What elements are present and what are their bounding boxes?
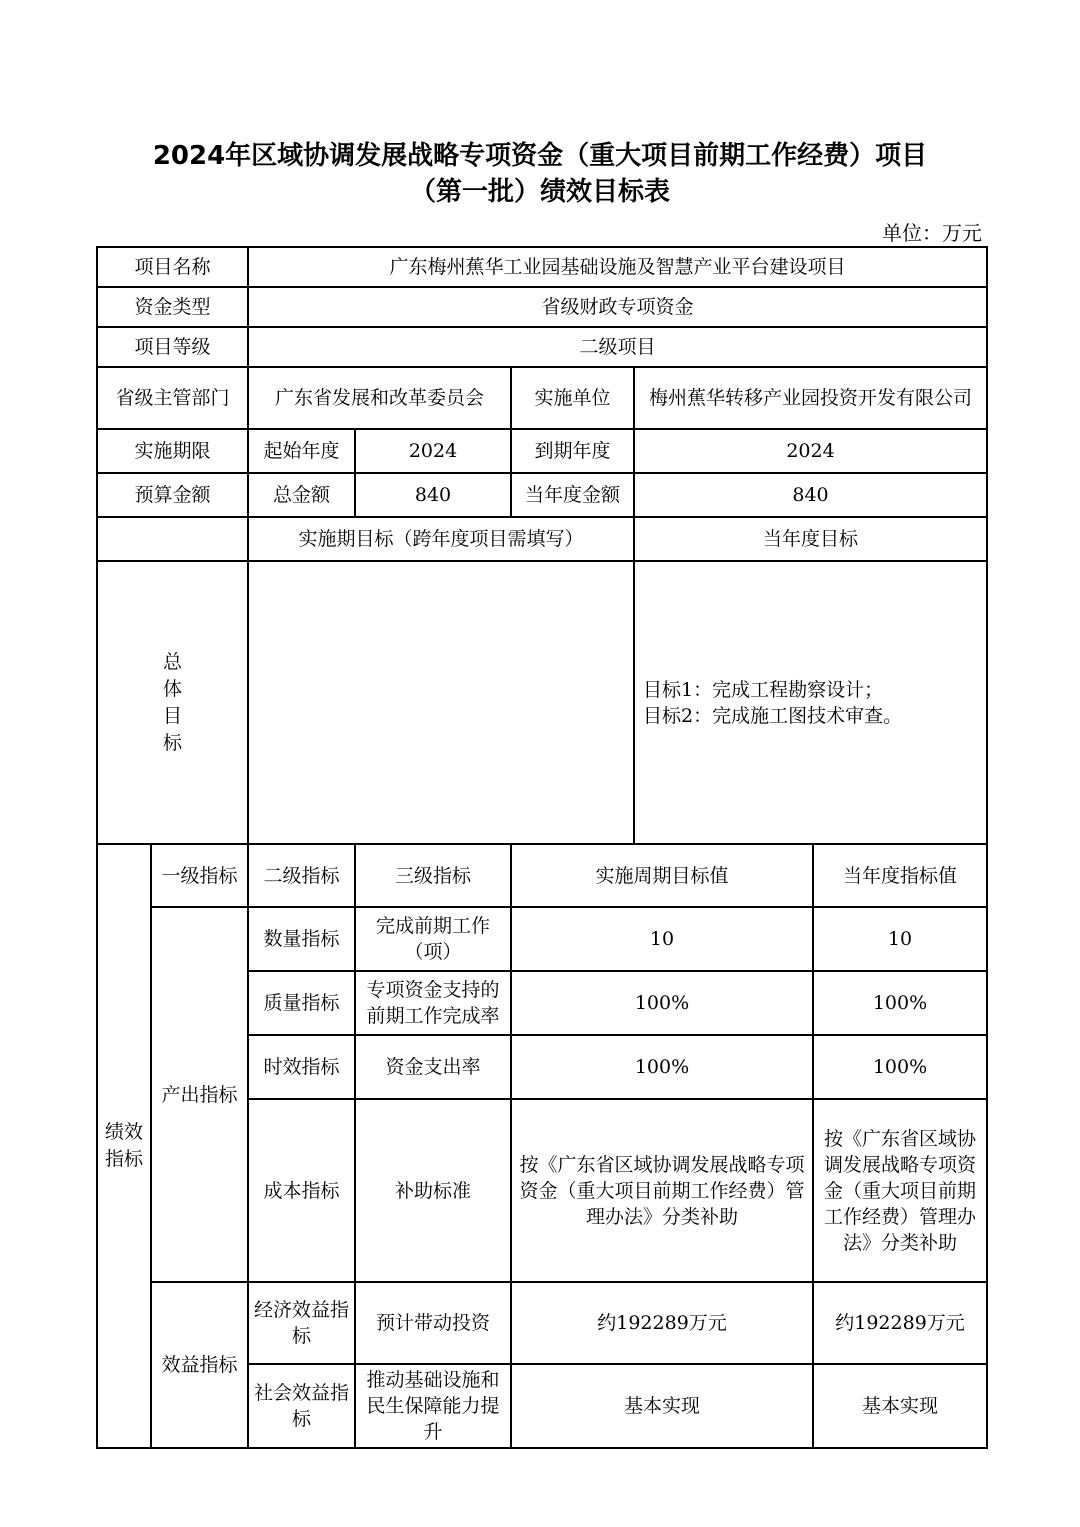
- table-row: [97, 1282, 987, 1364]
- period-target-cell: 按《广东省区域协调发展战略专项资金（重大项目前期工作经费）管理办法》分类补助: [511, 1099, 813, 1282]
- year-target-cell: 基本实现: [813, 1364, 987, 1448]
- title-line-2: （第一批）绩效目标表: [409, 177, 670, 207]
- overall-goal-label-text: 总体目标: [163, 650, 183, 754]
- level3-cell: 补助标准: [355, 1099, 511, 1282]
- row-fund-type: [97, 287, 987, 327]
- overall-goal-label: [97, 561, 248, 844]
- row-department: [97, 367, 987, 429]
- start-label: 起始年度: [248, 429, 355, 473]
- benefit-indicator-label: 效益指标: [151, 1282, 248, 1448]
- end-label: 到期年度: [511, 429, 634, 473]
- year-target-cell: 约192289万元: [813, 1282, 987, 1364]
- dept-value: 广东省发展和改革委员会: [248, 367, 511, 429]
- period-target-cell: 10: [511, 907, 813, 971]
- level3-cell: 预计带动投资: [355, 1282, 511, 1364]
- year-goal-header: 当年度目标: [634, 517, 987, 561]
- year-amount-label: 当年度金额: [511, 473, 634, 517]
- year-goal-value: [634, 561, 987, 844]
- perf-indicator-label-text: 绩效指标: [104, 1121, 143, 1170]
- impl-unit-value: 梅州蕉华转移产业园投资开发有限公司: [634, 367, 987, 429]
- header-level2: 二级指标: [248, 844, 355, 907]
- level2-cell: 成本指标: [248, 1099, 355, 1282]
- header-period-target: 实施周期目标值: [511, 844, 813, 907]
- row-period: [97, 429, 987, 473]
- unit-label: 单位：万元: [882, 221, 982, 245]
- level2-cell: 数量指标: [248, 907, 355, 971]
- period-goal-header: 实施期目标（跨年度项目需填写）: [248, 517, 634, 561]
- year-target-cell: 100%: [813, 1035, 987, 1099]
- row-goal-headers: [97, 517, 987, 561]
- project-name-label: 项目名称: [97, 247, 248, 287]
- header-level1: 一级指标: [151, 844, 248, 907]
- goal-1: 目标1：完成工程勘察设计；: [643, 678, 884, 701]
- period-target-cell: 约192289万元: [511, 1282, 813, 1364]
- level2-cell: 经济效益指标: [248, 1282, 355, 1364]
- period-target-cell: 基本实现: [511, 1364, 813, 1448]
- fund-type-label: 资金类型: [97, 287, 248, 327]
- project-name-value: 广东梅州蕉华工业园基础设施及智慧产业平台建设项目: [248, 247, 987, 287]
- level2-cell: 时效指标: [248, 1035, 355, 1099]
- perf-indicator-label: [97, 844, 151, 1448]
- year-target-cell: 100%: [813, 971, 987, 1035]
- dept-label: 省级主管部门: [97, 367, 248, 429]
- level-value: 二级项目: [248, 327, 987, 367]
- output-indicator-label: 产出指标: [151, 907, 248, 1282]
- year-amount-value: 840: [634, 473, 987, 517]
- year-target-cell: 10: [813, 907, 987, 971]
- total-value: 840: [355, 473, 511, 517]
- row-project-name: [97, 247, 987, 287]
- goal-2: 目标2：完成施工图技术审查。: [643, 704, 903, 727]
- title-line-1: 2024年区域协调发展战略专项资金（重大项目前期工作经费）项目: [152, 141, 928, 171]
- level2-cell: 质量指标: [248, 971, 355, 1035]
- end-value: 2024: [634, 429, 987, 473]
- start-value: 2024: [355, 429, 511, 473]
- period-target-cell: 100%: [511, 1035, 813, 1099]
- fund-type-value: 省级财政专项资金: [248, 287, 987, 327]
- row-indicator-headers: [97, 844, 987, 907]
- year-target-cell: 按《广东省区域协调发展战略专项资金（重大项目前期工作经费）管理办法》分类补助: [813, 1099, 987, 1282]
- period-goal-value: [248, 561, 634, 844]
- table-row: [97, 907, 987, 971]
- level3-cell: 完成前期工作（项）: [355, 907, 511, 971]
- document-title: [0, 138, 1080, 210]
- total-label: 总金额: [248, 473, 355, 517]
- budget-label: 预算金额: [97, 473, 248, 517]
- level3-cell: 专项资金支持的前期工作完成率: [355, 971, 511, 1035]
- header-level3: 三级指标: [355, 844, 511, 907]
- impl-unit-label: 实施单位: [511, 367, 634, 429]
- level3-cell: 推动基础设施和民生保障能力提升: [355, 1364, 511, 1448]
- row-overall-goal: [97, 561, 987, 844]
- performance-target-table: [96, 246, 988, 1449]
- period-target-cell: 100%: [511, 971, 813, 1035]
- level3-cell: 资金支出率: [355, 1035, 511, 1099]
- row-budget: [97, 473, 987, 517]
- header-year-target: 当年度指标值: [813, 844, 987, 907]
- row-level: [97, 327, 987, 367]
- period-label: 实施期限: [97, 429, 248, 473]
- level2-cell: 社会效益指标: [248, 1364, 355, 1448]
- goal-header-blank: [97, 517, 248, 561]
- level-label: 项目等级: [97, 327, 248, 367]
